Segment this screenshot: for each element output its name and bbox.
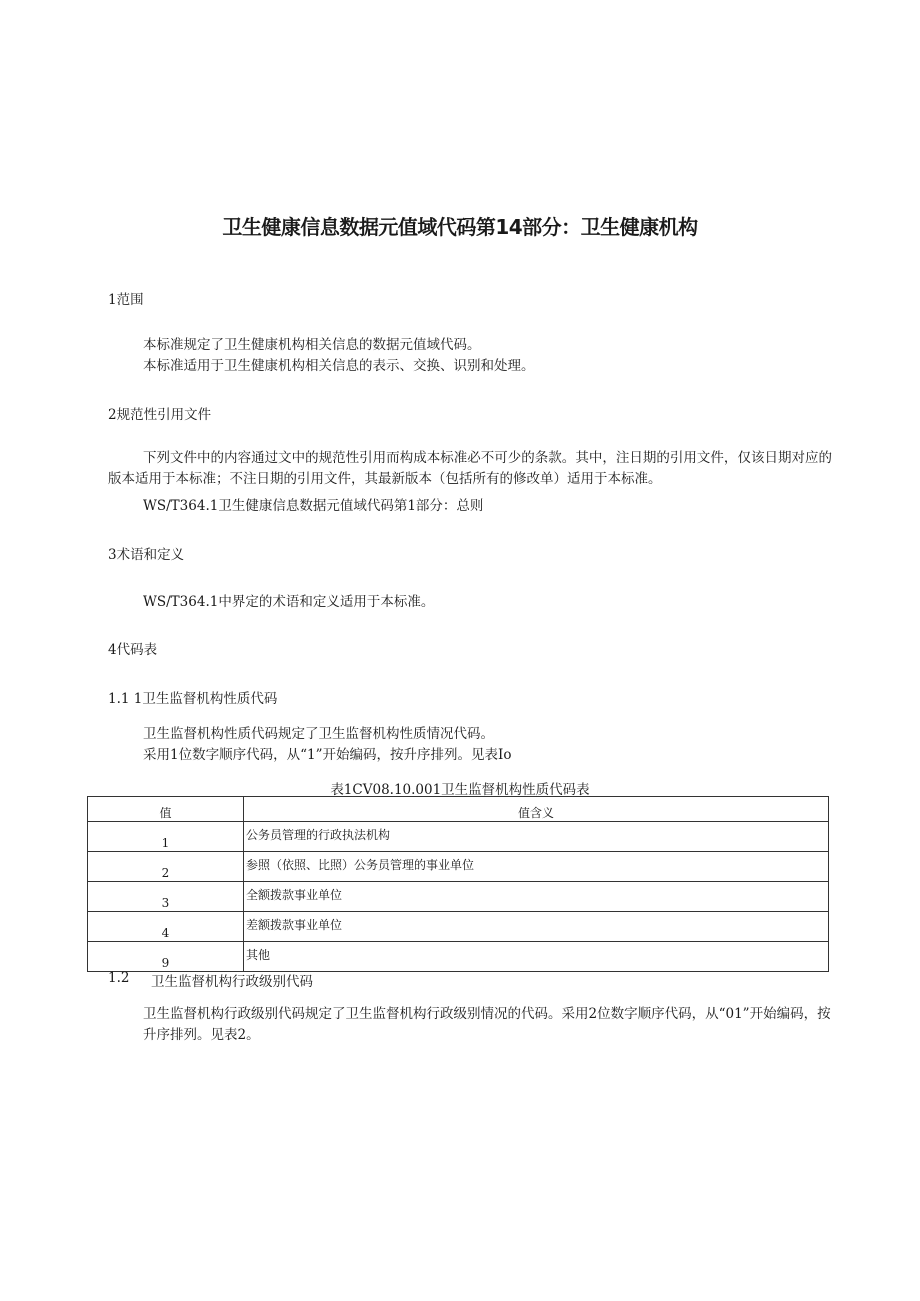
cell-value: 1	[88, 822, 244, 852]
section-2-paragraph-1: 下列文件中的内容通过文中的规范性引用而构成本标准必不可少的条款。其中，注日期的引用文件，仅该日期对应的版本适用于本标准；不注日期的引用文件，其最新版本（包括所有的修改单）适用于本标准。	[108, 450, 832, 487]
cell-value: 2	[88, 852, 244, 882]
header-meaning: 值含义	[244, 797, 829, 822]
section-4-2-paragraph-1: 卫生监督机构行政级别代码规定了卫生监督机构行政级别情况的代码。采用2位数字顺序代码，从“01”开始编码，按升序排列。见表2。	[143, 1006, 831, 1043]
section-4-1-paragraph-1: 卫生监督机构性质代码规定了卫生监督机构性质情况代码。	[143, 726, 494, 742]
section-3-paragraph-1: WS/T364.1中界定的术语和定义适用于本标准。	[143, 594, 435, 610]
section-2-reference: WS/T364.1卫生健康信息数据元值域代码第1部分：总则	[143, 498, 484, 514]
header-value: 值	[88, 797, 244, 822]
table-row	[88, 882, 829, 912]
cell-meaning: 公务员管理的行政执法机构	[244, 822, 829, 852]
document-title: 卫生健康信息数据元值域代码第14部分：卫生健康机构	[222, 215, 698, 239]
table-row	[88, 852, 829, 882]
cell-value: 3	[88, 882, 244, 912]
cell-meaning: 参照（依照、比照）公务员管理的事业单位	[244, 852, 829, 882]
section-4-1-heading: 1.1 1卫生监督机构性质代码	[108, 691, 278, 707]
cell-meaning: 全额拨款事业单位	[244, 882, 829, 912]
cell-meaning: 差额拨款事业单位	[244, 912, 829, 942]
table-caption: 表1CV08.10.001卫生监督机构性质代码表	[330, 782, 590, 798]
cell-value: 9	[88, 942, 244, 972]
cell-meaning: 其他	[244, 942, 829, 972]
section-4-2-heading: 卫生监督机构行政级别代码	[151, 974, 313, 990]
section-4-2-number: 1.2	[108, 970, 130, 986]
section-1-paragraph-2: 本标准适用于卫生健康机构相关信息的表示、交换、识别和处理。	[143, 358, 535, 374]
section-4-1-paragraph-2: 采用1位数字顺序代码，从“1”开始编码，按升序排列。见表Io	[143, 747, 512, 763]
table-row	[88, 912, 829, 942]
section-2-heading: 2规范性引用文件	[108, 407, 212, 423]
table-row	[88, 822, 829, 852]
section-3-heading: 3术语和定义	[108, 547, 185, 563]
table-row	[88, 942, 829, 972]
section-1-heading: 1范围	[108, 292, 144, 308]
cell-value: 4	[88, 912, 244, 942]
section-1-paragraph-1: 本标准规定了卫生健康机构相关信息的数据元值域代码。	[143, 337, 481, 353]
section-4-heading: 4代码表	[108, 642, 158, 658]
code-table	[87, 796, 829, 972]
table-header-row	[88, 797, 829, 822]
